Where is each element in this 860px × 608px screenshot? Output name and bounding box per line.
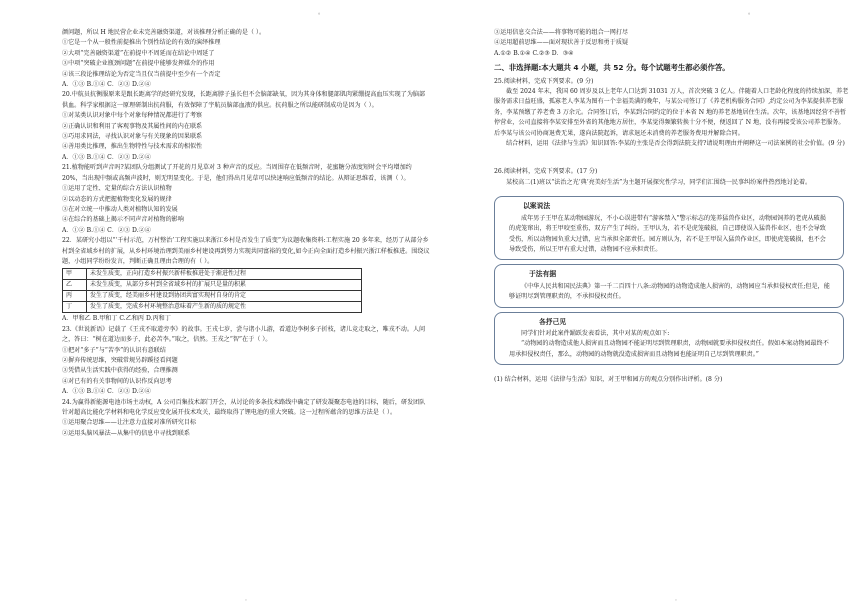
q19-line: 颜问题，所以 H 地民营企业未完善融资渠道，对该推理分析正确的是（ ）。	[62, 29, 266, 36]
case-box	[494, 196, 844, 260]
page-mark: 。	[748, 9, 755, 16]
q24-option: ①运用聚合思维——让注意力直接对准所研究目标	[62, 419, 197, 427]
q25-question: 结合材料，运用《法律与生活》知识回答:李某的主张是否会得到法院支持?请说明理由并阐释这一司法案例的社会价值。(9 分)	[506, 140, 845, 148]
table-cell-value: 发生了质变，经美丽乡村建设到协团共富实现村自身的肯定	[87, 291, 362, 302]
q21-option: ③在对立统一中推动人类对植物认知的发展	[62, 205, 178, 213]
q23-option: ③凭借从生活实践中获得的经验，合理推测	[62, 367, 178, 375]
opinion-box-title: 各抒己见	[539, 317, 567, 326]
q23-stem: 23.《世说新语》记载了《王戎不取道旁李》的故事。王戎七岁，尝与诸小儿游，看道边李树多子折枝，诸儿竞走取之，唯戎不动。人问之，答曰：“树在道边而多子，此必苦李。”取之，信然。王戎之“智”在于（ ）。	[62, 325, 426, 344]
table-cell-key: 乙	[63, 280, 87, 291]
q20-stem: 20.中航员抗衡服原来是跟长距离学的经研究发现，长距离脖子虽长但不会脑部缺氧，因为其身体和腿部肌肉紧绷提高血压实现了为脑部供血。科学家根据这一原理研制出抗荷服，有效保障了宇航员脑部血液的供应。抗荷服之所以能研制成功是因为（ ）。	[62, 91, 426, 109]
q25-heading: 25.阅读材料，完成下列要求。(9 分)	[494, 77, 594, 85]
left-column	[62, 0, 430, 608]
page-foot-mark: 。	[245, 595, 251, 602]
q22-opinion-table	[62, 268, 362, 313]
table-row	[63, 291, 362, 302]
q24-option: ②运用头脑风暴法—从集中的信息中寻找到联系	[62, 429, 190, 437]
q26-subquestion-1: (1) 结合材料，运用《法律与生活》知识，对王甲和园方的观点分别作出评析。(8 分)	[494, 376, 723, 384]
q20-option: ①对某类认识对象中每个对象每种情况都进行了考察	[62, 112, 203, 120]
table-cell-value: 未发生质变，从部分乡村到全省域乡村的扩展只是量的积累	[87, 280, 362, 291]
q23-option: ④对已有的有关事物间的认识作反向思考	[62, 377, 172, 385]
q19-option: ④该三段论推理结论为否定当且仅当前提中至少有一个否定	[62, 70, 221, 78]
q22-stem: 22．某研究小组以“‘千村示范，万村整治’工程实施以来浙江乡村是否发生了质变”为议题收集资料:工程实施 20 多年来，经历了从部分乡村到全省域乡村的扩展，从乡村环境治理到美丽乡村建设再到努力实现共同富裕的变化,如今正向全面打造乡村振兴浙江样板推进。围绕议题，小组同学纷纷发言，判断正确且理由合理的有（ ）。	[62, 237, 430, 265]
table-cell-key: 甲	[63, 269, 87, 280]
opinion-box	[494, 312, 844, 366]
q19-option: ③中项“突破企业瓶颈问题”在前提中能够发挥媒介的作用	[62, 60, 215, 68]
q26-material: 某校高二(1)班以“法治之光‘典’亮美好生活”为主题开展探究性学习，同学们汇围绕一民事纠纷案件热烈地讨论着。	[506, 178, 812, 186]
q23-option: ①把对“多子”与“苦李”的认识有意联结	[62, 346, 166, 354]
q21-stem: 21.植物能听到声音吗?某团队分组测试了开花的月见草对 3 种声音的反应。当周围存在低频音时，花蜜糖分浓度短时会平均增加约 20%，当出现中频或高频声波时，则无明显变化。于是，他们得出月见草可以快速响应低频音的结论。从辩证思维看，该测（ ）。	[62, 164, 412, 182]
q21-option: ①运用了定性、定量的综合方法认识植物	[62, 185, 172, 193]
table-cell-value: 未发生质变，正向打造乡村振兴新样板推进处于渐进性过程	[87, 269, 362, 280]
q20-option: ②正确认识和利用了客观事物及其属性间的内在联系	[62, 122, 203, 130]
q20-option: ③巧用求同法，寻找认识对象与有关现象的因果联系	[62, 133, 203, 141]
q22-answer-choices: A．甲和乙 B.甲和丁 C.乙和丙 D.丙和丁	[62, 315, 171, 323]
table-cell-key: 丁	[63, 302, 87, 313]
opinion-box-intro: 同学们针对此案件踊跃发表看法，其中对某的观点如下:	[521, 329, 670, 337]
case-box-body: 成年男子王甲在某动物园游玩，不小心误进带有“游客禁入”警示标志的笼养猛兽作业区，动物园饲养的老虎从破损的虎笼窜出，将王甲咬至重伤，双方产生了纠纷。王甲认为，若不是虎笼破损，自己即使误入猛兽作业区，也不会导致受伤，所以动物园负重大过错，应当承担全部责任。园方则认为，若不是王甲误入猛兽作业区，即使虎笼破损，也不会导致受伤，所以王甲有重大过错，动物园不应承担责任。	[509, 214, 826, 253]
q21-option: ④在综合的基础上揭示不同声音对植物的影响	[62, 216, 184, 224]
q19-option: ①它是一个从一般性前提推出个别性结论的有效的演绎推理	[62, 39, 221, 47]
q21-answer-choices: A．①② B.①④ C．②③ D.②④	[62, 226, 151, 234]
table-row	[63, 269, 362, 280]
law-box	[494, 264, 844, 307]
q23-answer-choices: A．①③ B.①④ C．②③ D.②④	[62, 388, 151, 396]
right-column	[494, 0, 850, 608]
page-mark: 。	[318, 9, 325, 16]
section-heading: 二、非选择题:本大题共 4 小题，共 52 分。每个试题考生都必须作答。	[494, 63, 730, 73]
table-cell-key: 丙	[63, 291, 87, 302]
q20-answer-choices: A．①③ B.①④ C．②③ D.②④	[62, 153, 151, 161]
table-row	[63, 280, 362, 291]
q24-option: ③运用信息交合法——将事物可能的组合一网打尽	[494, 29, 629, 36]
q23-option: ②摒弃传统思维，突破常规另辟蹊径看问题	[62, 356, 178, 364]
q21-option: ②以动态的方式把握植物变化发展的规律	[62, 195, 172, 203]
q19-answer-choices: A．①③ B.①④ C．②③ D.②④	[62, 81, 151, 89]
q24-option: ④运用超前思维——面对现状善于反思和勇于质疑	[494, 39, 629, 47]
page-foot-mark: 。	[675, 595, 681, 602]
q24-stem: 24.为赢得新能源电池市场主动权，A 公司百集技术部门开会，从讨论的多条技术路线中确定了研发凝聚态电池的目标，随后，研发团队针对超高比能化学材料和电化学反应变化展开技术攻关，最终取得了锂电池的重大突破。这一过程所蕴含的思维方法是（ ）。	[62, 398, 426, 416]
q24-answer-choices: A.①② B.①④ C.②③ D．③④	[494, 49, 574, 57]
law-box-body: 《中华人民共和国民法典》第一千二百四十八条:动物园的动物造成他人损害的，动物园应当承担侵权责任;但是，能够证明尽到管理职责的，不承担侵权责任。	[509, 282, 830, 301]
q19-option: ②大项“完善融资渠道”在前提中不周延而在结论中周延了	[62, 49, 215, 57]
table-cell-value: 发生了质变，完成乡村环境整治意味着产生新的质的规定性	[87, 302, 362, 313]
q20-option: ④善用类比推理，推出生物特性与技术需求的相似性	[62, 143, 203, 151]
case-box-title: 以案说法	[523, 202, 551, 211]
opinion-box-quote: “动物园的动物造成他人损害而且动物园不能证明尽到管理职责，动物园就要承担侵权责任。假如本案动物园最终不用承担侵权责任，那么，动物园的动物就没造成损害而且动物园也能证明自己尽到管理职责。”	[509, 340, 829, 358]
law-box-title: 于法有据	[529, 270, 557, 279]
q26-heading: 26.阅读材料，完成下列要求。(17 分)	[494, 168, 598, 176]
q25-material: 截至 2024 年末，我国 60 周岁及以上老年人口达到 31031 万人，首次突破 3 亿人。伴随着人口老龄化程度的持续加深，养老服务需求日益旺盛，孤寡老人李某为图有一个幸福美满的晚年，与某公司签订了《养老机构服务合同》,约定公司为李某提供养老服务，李某预缴了养老费 3 万余元。合同签订后，李某到合同约定的位于本省 N 地的养老基地居住生活。次年，该基地因经营不善暂停营业，公司直接将李某安排至外省的其他地方居住，李某觉得频繁转换十分不便，便返回了 N 地，没有再接受该公司养老服务。后李某与该公司协商退费无果，遂向法院起诉，请求退还未消费的养老服务费用并解除合同。	[494, 88, 849, 137]
table-row	[63, 302, 362, 313]
